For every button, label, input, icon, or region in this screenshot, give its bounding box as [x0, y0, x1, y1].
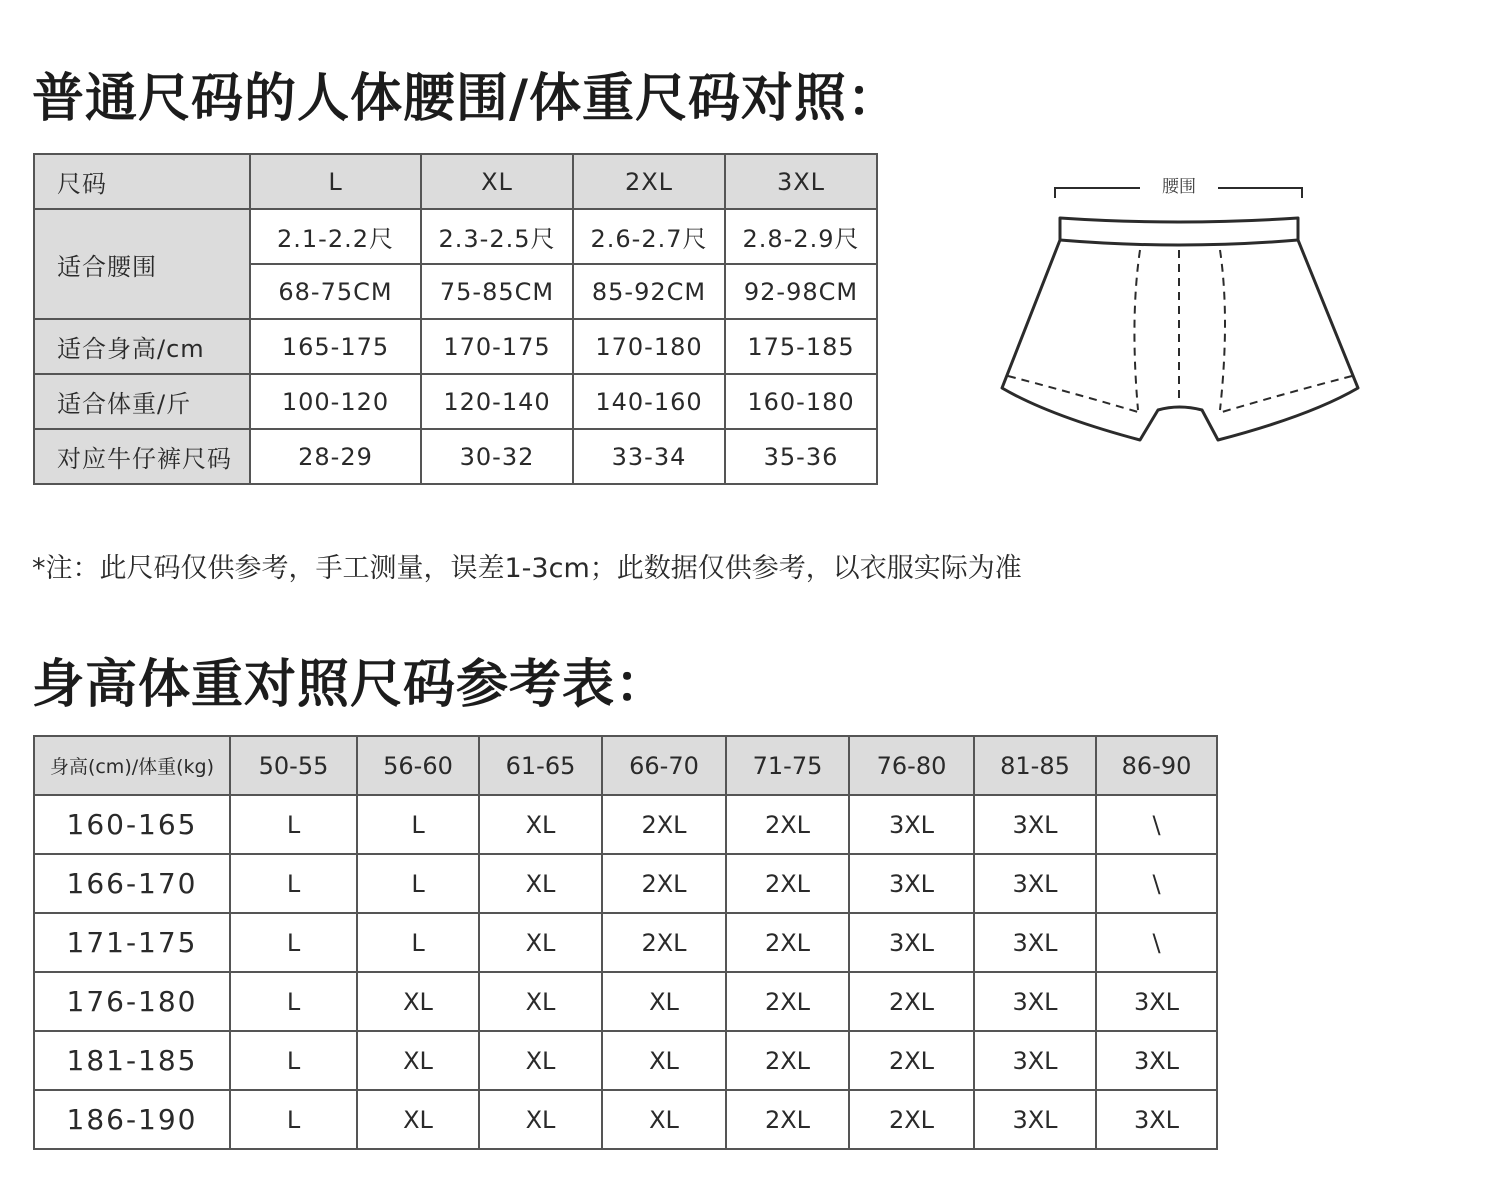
size-cell: \	[1096, 854, 1217, 913]
size-cell: XL	[479, 1031, 602, 1090]
size-cell: XL	[479, 913, 602, 972]
size-cell: 3XL	[1096, 1031, 1217, 1090]
size-header-cell: L	[250, 154, 421, 209]
table-cell: 120-140	[421, 374, 573, 429]
height-weight-reference-table	[33, 735, 1218, 1150]
size-header-cell: XL	[421, 154, 573, 209]
table-cell: 35-36	[725, 429, 877, 484]
table-cell: 140-160	[573, 374, 725, 429]
table-row	[34, 913, 1217, 972]
weight-header-cell: 76-80	[849, 736, 974, 795]
table-cell: 160-180	[725, 374, 877, 429]
height-cell: 160-165	[34, 795, 230, 854]
table-row	[34, 854, 1217, 913]
height-cell: 181-185	[34, 1031, 230, 1090]
size-header-cell: 3XL	[725, 154, 877, 209]
size-cell: 3XL	[1096, 972, 1217, 1031]
table-cell: 92-98CM	[725, 264, 877, 319]
size-cell: L	[357, 854, 479, 913]
height-row	[34, 319, 877, 374]
size-cell: L	[230, 972, 357, 1031]
size-cell: 3XL	[849, 913, 974, 972]
waist-label-diagram: 腰围	[1162, 177, 1196, 197]
ref-header-row	[34, 736, 1217, 795]
size-cell: 2XL	[726, 1090, 849, 1149]
table-cell: 28-29	[250, 429, 421, 484]
table-cell: 2.6-2.7尺	[573, 209, 725, 264]
size-header-row	[34, 154, 877, 209]
size-cell: L	[357, 795, 479, 854]
table-cell: 2.1-2.2尺	[250, 209, 421, 264]
size-cell: \	[1096, 913, 1217, 972]
weight-header-cell: 81-85	[974, 736, 1096, 795]
size-cell: XL	[479, 795, 602, 854]
height-cell: 166-170	[34, 854, 230, 913]
waist-label: 适合腰围	[34, 209, 250, 319]
size-cell: L	[357, 913, 479, 972]
table-row	[34, 1090, 1217, 1149]
size-cell: 2XL	[849, 1090, 974, 1149]
size-cell: 3XL	[974, 854, 1096, 913]
size-cell: 3XL	[974, 1090, 1096, 1149]
size-cell: 2XL	[602, 913, 726, 972]
size-cell: 2XL	[726, 972, 849, 1031]
weight-header-cell: 50-55	[230, 736, 357, 795]
size-cell: L	[230, 854, 357, 913]
size-cell: L	[230, 1090, 357, 1149]
size-cell: 2XL	[849, 1031, 974, 1090]
size-cell: XL	[602, 972, 726, 1031]
size-cell: \	[1096, 795, 1217, 854]
table-cell: 100-120	[250, 374, 421, 429]
size-cell: 2XL	[602, 795, 726, 854]
table-cell: 30-32	[421, 429, 573, 484]
weight-label: 适合体重/斤	[34, 374, 250, 429]
jeans-row	[34, 429, 877, 484]
size-chart-title: 普通尺码的人体腰围/体重尺码对照：	[32, 69, 900, 129]
boxer-briefs-diagram	[990, 168, 1370, 458]
weight-header-cell: 71-75	[726, 736, 849, 795]
height-cell: 171-175	[34, 913, 230, 972]
size-cell: 2XL	[602, 854, 726, 913]
height-cell: 176-180	[34, 972, 230, 1031]
waist-measure-line-right	[1218, 188, 1302, 198]
size-cell: 3XL	[849, 795, 974, 854]
weight-header-cell: 86-90	[1096, 736, 1217, 795]
size-cell: 3XL	[974, 1031, 1096, 1090]
size-header-cell: 2XL	[573, 154, 725, 209]
size-cell: XL	[602, 1090, 726, 1149]
size-cell: XL	[357, 1090, 479, 1149]
size-cell: XL	[357, 1031, 479, 1090]
table-row	[34, 795, 1217, 854]
size-cell: XL	[479, 972, 602, 1031]
table-row	[34, 1031, 1217, 1090]
table-cell: 2.3-2.5尺	[421, 209, 573, 264]
reference-chart-title: 身高体重对照尺码参考表：	[32, 655, 669, 715]
size-cell: 3XL	[974, 972, 1096, 1031]
ref-corner-label: 身高(cm)/体重(kg)	[34, 736, 230, 795]
size-cell: L	[230, 913, 357, 972]
size-cell: 2XL	[726, 913, 849, 972]
size-cell: L	[230, 1031, 357, 1090]
table-cell: 2.8-2.9尺	[725, 209, 877, 264]
size-cell: 3XL	[974, 913, 1096, 972]
waist-measure-line-left	[1055, 188, 1140, 198]
table-cell: 175-185	[725, 319, 877, 374]
weight-header-cell: 56-60	[357, 736, 479, 795]
size-cell: 3XL	[974, 795, 1096, 854]
table-cell: 75-85CM	[421, 264, 573, 319]
weight-row	[34, 374, 877, 429]
table-cell: 170-180	[573, 319, 725, 374]
height-cell: 186-190	[34, 1090, 230, 1149]
size-cell: XL	[479, 1090, 602, 1149]
table-row	[34, 972, 1217, 1031]
table-cell: 170-175	[421, 319, 573, 374]
size-cell: XL	[357, 972, 479, 1031]
size-cell: 2XL	[726, 795, 849, 854]
table-cell: 68-75CM	[250, 264, 421, 319]
size-cell: XL	[479, 854, 602, 913]
table-cell: 165-175	[250, 319, 421, 374]
size-cell: L	[230, 795, 357, 854]
jeans-label: 对应牛仔裤尺码	[34, 429, 250, 484]
weight-header-cell: 61-65	[479, 736, 602, 795]
size-cell: 2XL	[849, 972, 974, 1031]
table-cell: 85-92CM	[573, 264, 725, 319]
height-label: 适合身高/cm	[34, 319, 250, 374]
size-cell: 3XL	[849, 854, 974, 913]
size-cell: XL	[602, 1031, 726, 1090]
waist-weight-size-table	[33, 153, 878, 485]
disclaimer-note: *注：此尺码仅供参考，手工测量，误差1-3cm；此数据仅供参考，以衣服实际为准	[32, 553, 1022, 584]
waist-chi-row	[34, 209, 877, 264]
weight-header-cell: 66-70	[602, 736, 726, 795]
size-header-label: 尺码	[34, 154, 250, 209]
size-cell: 2XL	[726, 1031, 849, 1090]
size-cell: 3XL	[1096, 1090, 1217, 1149]
table-cell: 33-34	[573, 429, 725, 484]
size-cell: 2XL	[726, 854, 849, 913]
seam-lines	[1008, 250, 1352, 412]
